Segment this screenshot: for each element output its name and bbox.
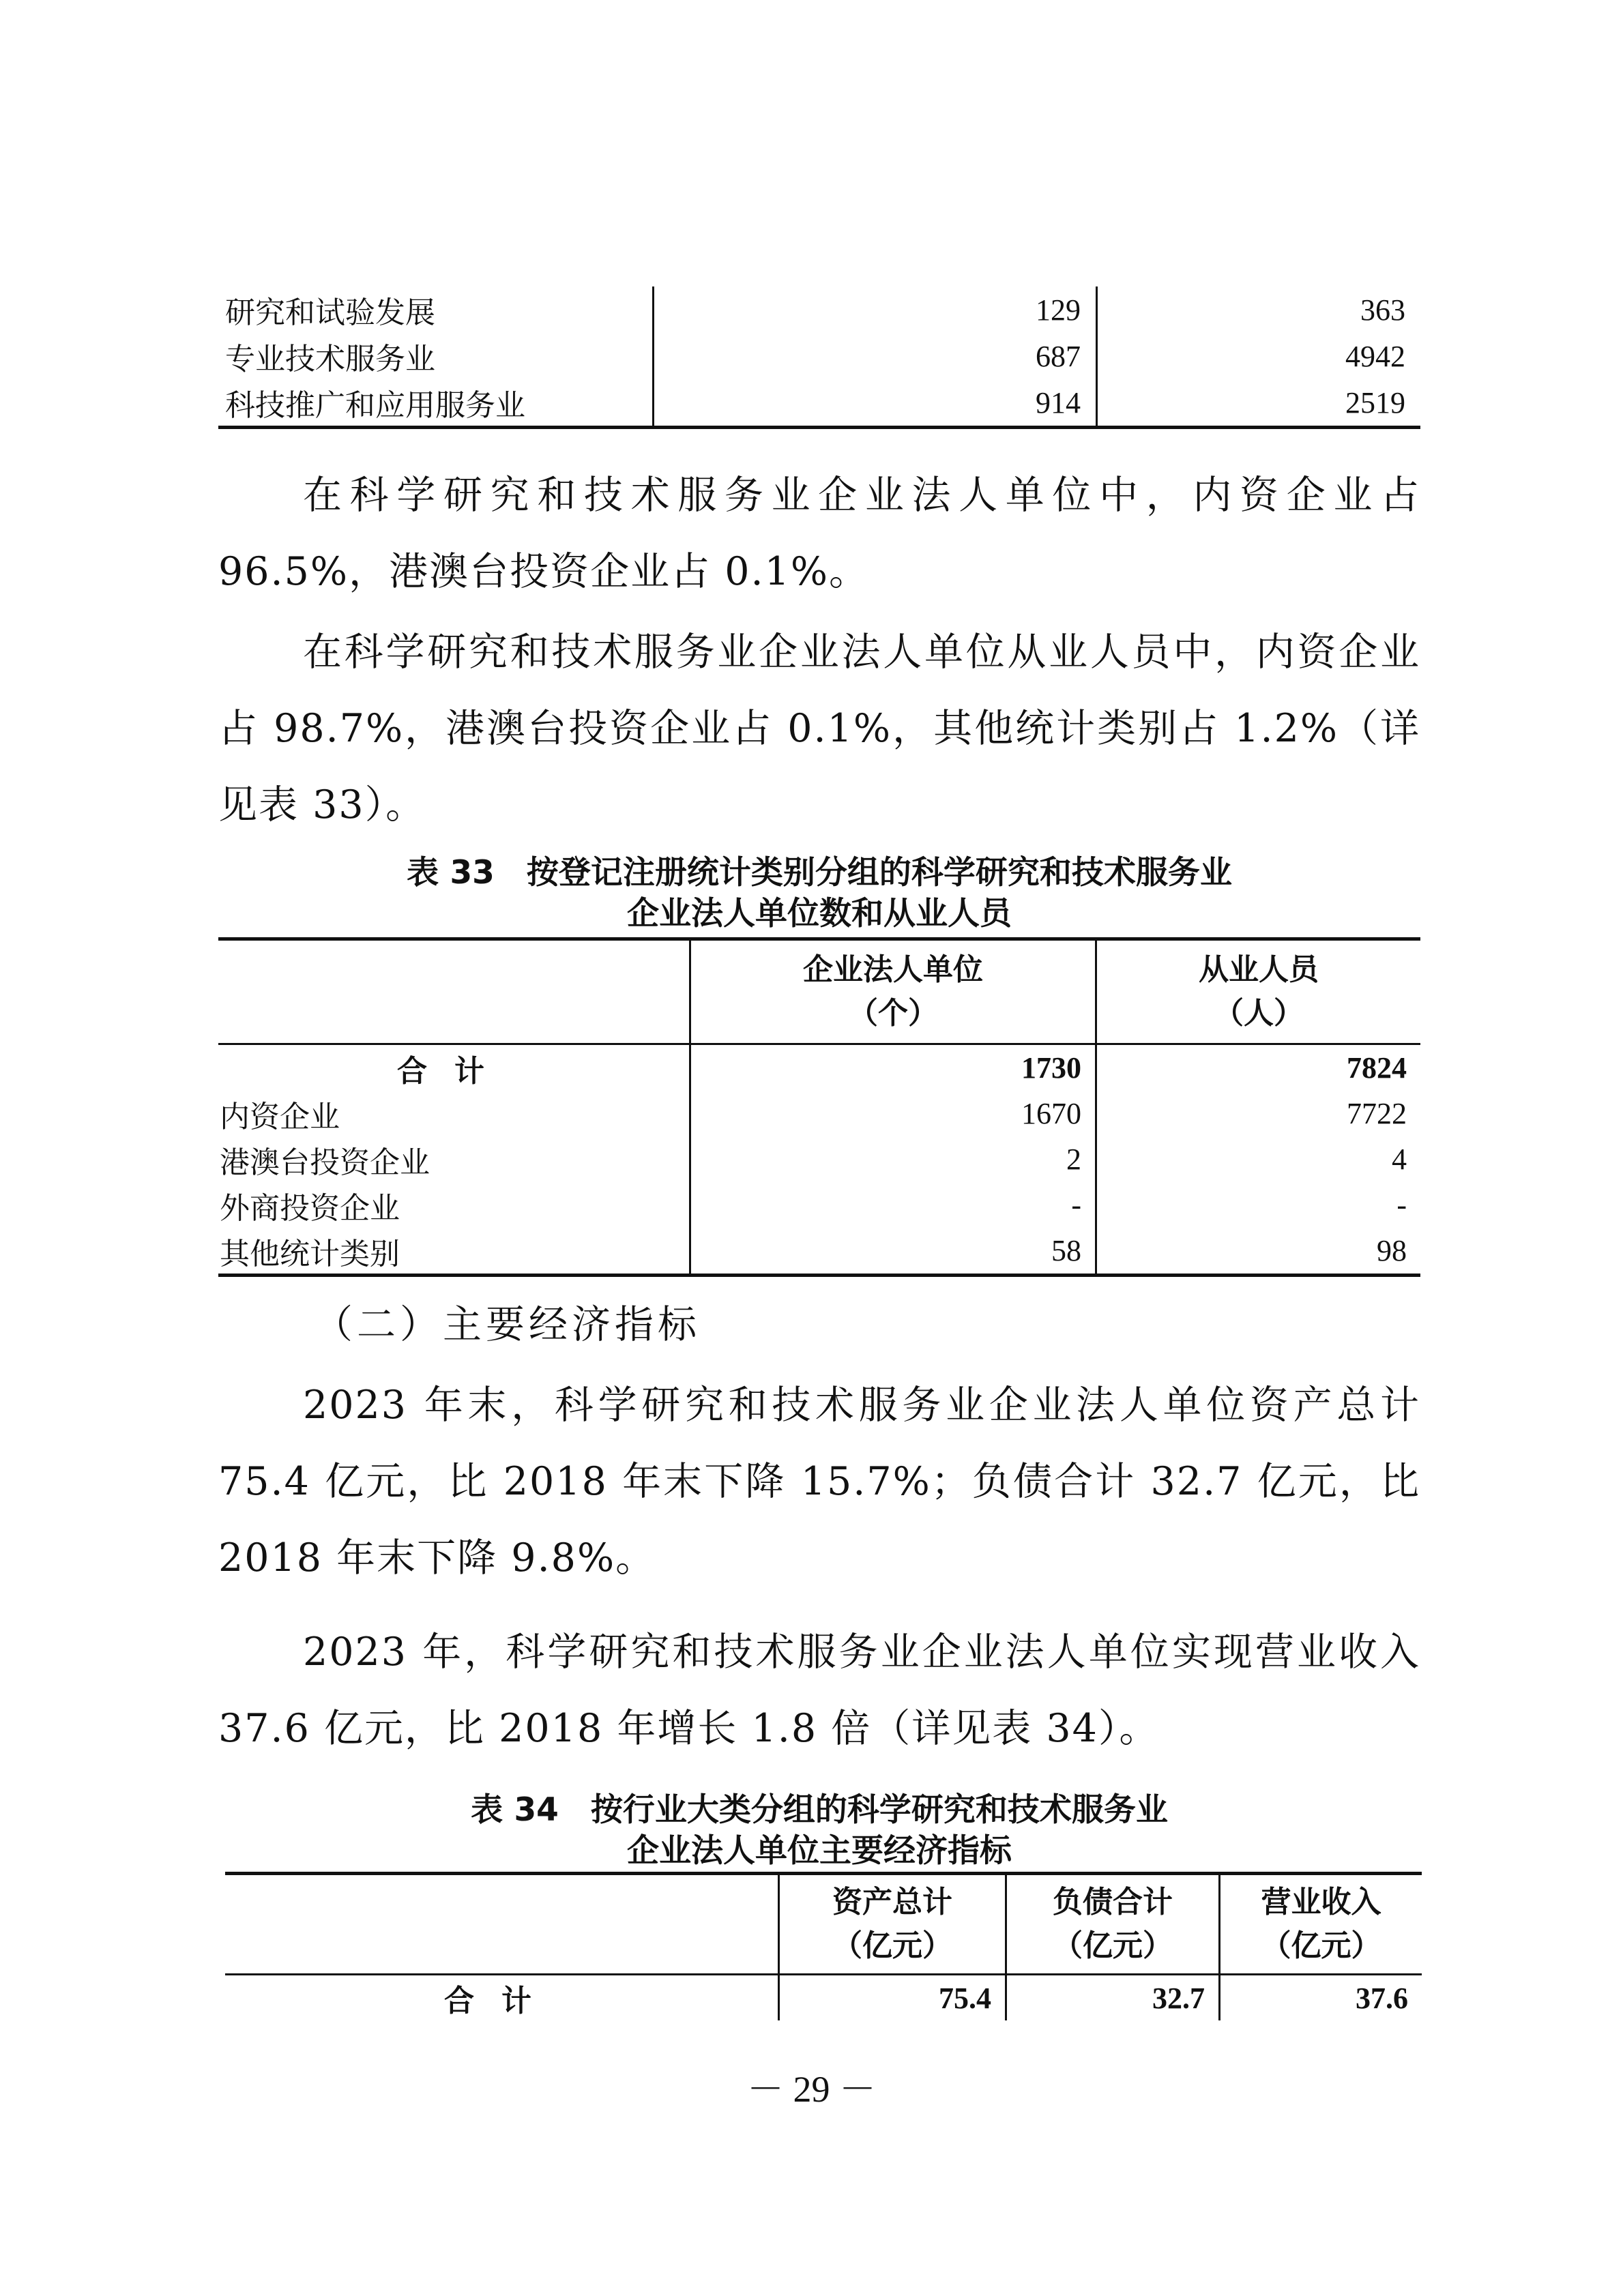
caption-line: 表 33 按登记注册统计类别分组的科学研究和技术服务业 bbox=[407, 854, 1232, 892]
total-assets: 75.4 bbox=[779, 1975, 1006, 2021]
table-header-row bbox=[225, 1874, 1422, 1975]
header-revenue bbox=[1220, 1874, 1422, 1975]
header-assets bbox=[779, 1874, 1006, 1975]
header-unit: （人） bbox=[1214, 996, 1304, 1031]
table-33 bbox=[218, 937, 1420, 1277]
header-units bbox=[690, 939, 1096, 1044]
header-unit: （亿元） bbox=[1053, 1928, 1173, 1963]
row-label: 其他统计类别 bbox=[218, 1228, 690, 1276]
unit-count: 687 bbox=[654, 333, 1097, 379]
table-34-caption bbox=[218, 1790, 1420, 1872]
header-blank bbox=[225, 1874, 779, 1975]
paragraph-assets: 2023 年末，科学研究和技术服务业企业法人单位资产总计 75.4 亿元，比 2018 年末下降 15.7%；负债合计 32.7 亿元，比 2018 年末下降 9.8%。 bbox=[218, 1383, 1420, 1580]
employee-count: 7722 bbox=[1096, 1091, 1421, 1136]
employee-count: 2519 bbox=[1097, 379, 1421, 428]
header-label: 负债合计 bbox=[1053, 1885, 1173, 1919]
row-label: 专业技术服务业 bbox=[225, 342, 435, 377]
row-label: 科技推广和应用服务业 bbox=[218, 379, 654, 428]
table-row bbox=[218, 1228, 1420, 1276]
header-employees bbox=[1096, 939, 1421, 1044]
header-label: 资产总计 bbox=[832, 1885, 952, 1919]
header-label: 企业法人单位 bbox=[803, 952, 983, 987]
unit-count: 2 bbox=[690, 1136, 1096, 1182]
caption-line: 表 34 按行业大类分组的科学研究和技术服务业 bbox=[471, 1791, 1168, 1829]
table-total-row bbox=[225, 1975, 1422, 2021]
total-label: 合计 bbox=[444, 1984, 559, 2018]
table-row bbox=[218, 379, 1420, 428]
paragraph-domestic-share: 在科学研究和技术服务业企业法人单位中，内资企业占96.5%，港澳台投资企业占 0.1%。 bbox=[218, 473, 1420, 594]
table-row bbox=[218, 1182, 1420, 1228]
row-label: 港澳台投资企业 bbox=[220, 1145, 430, 1180]
page-number: － 29 － bbox=[747, 2069, 876, 2110]
header-label: 营业收入 bbox=[1261, 1885, 1381, 1919]
table-row bbox=[218, 333, 1420, 379]
table-total-row bbox=[218, 1044, 1420, 1091]
unit-count: 58 bbox=[690, 1228, 1096, 1276]
table-row bbox=[218, 286, 1420, 333]
employee-count: 4 bbox=[1096, 1136, 1421, 1182]
header-liabilities bbox=[1006, 1874, 1220, 1975]
paragraph-employee-share: 在科学研究和技术服务业企业法人单位从业人员中，内资企业占 98.7%，港澳台投资企业占 0.1%，其他统计类别占 1.2%（详见表 33）。 bbox=[218, 630, 1420, 827]
header-label: 从业人员 bbox=[1199, 952, 1319, 987]
total-employees: 7824 bbox=[1096, 1044, 1421, 1091]
employee-count: 4942 bbox=[1097, 333, 1421, 379]
header-unit: （个） bbox=[848, 996, 938, 1031]
table-row bbox=[218, 1136, 1420, 1182]
unit-count: 914 bbox=[654, 379, 1097, 428]
employee-count: 363 bbox=[1097, 286, 1421, 333]
header-blank bbox=[218, 939, 690, 1044]
caption-line: 企业法人单位数和从业人员 bbox=[627, 895, 1012, 932]
header-unit: （亿元） bbox=[1261, 1928, 1381, 1963]
total-units: 1730 bbox=[690, 1044, 1096, 1091]
row-label: 外商投资企业 bbox=[220, 1190, 400, 1226]
total-liabilities: 32.7 bbox=[1006, 1975, 1220, 2021]
row-label: 内资企业 bbox=[220, 1099, 340, 1134]
row-label: 研究和试验发展 bbox=[225, 295, 435, 330]
total-revenue: 37.6 bbox=[1220, 1975, 1422, 2021]
employee-count: 98 bbox=[1096, 1228, 1421, 1276]
unit-count: - bbox=[690, 1182, 1096, 1228]
header-unit: （亿元） bbox=[832, 1928, 952, 1963]
table-33-caption bbox=[218, 853, 1420, 934]
employee-count: - bbox=[1096, 1182, 1421, 1228]
section-subheading: （二）主要经济指标 bbox=[314, 1302, 701, 1347]
paragraph-revenue: 2023 年，科学研究和技术服务业企业法人单位实现营业收入 37.6 亿元，比 2018 年增长 1.8 倍（详见表 34）。 bbox=[218, 1630, 1420, 1751]
table-32-tail bbox=[218, 286, 1420, 429]
total-label: 合计 bbox=[397, 1053, 512, 1089]
table-header-row bbox=[218, 939, 1420, 1044]
table-row bbox=[218, 1091, 1420, 1136]
unit-count: 129 bbox=[654, 286, 1097, 333]
caption-line: 企业法人单位主要经济指标 bbox=[627, 1832, 1012, 1870]
unit-count: 1670 bbox=[690, 1091, 1096, 1136]
table-34 bbox=[225, 1872, 1422, 2020]
